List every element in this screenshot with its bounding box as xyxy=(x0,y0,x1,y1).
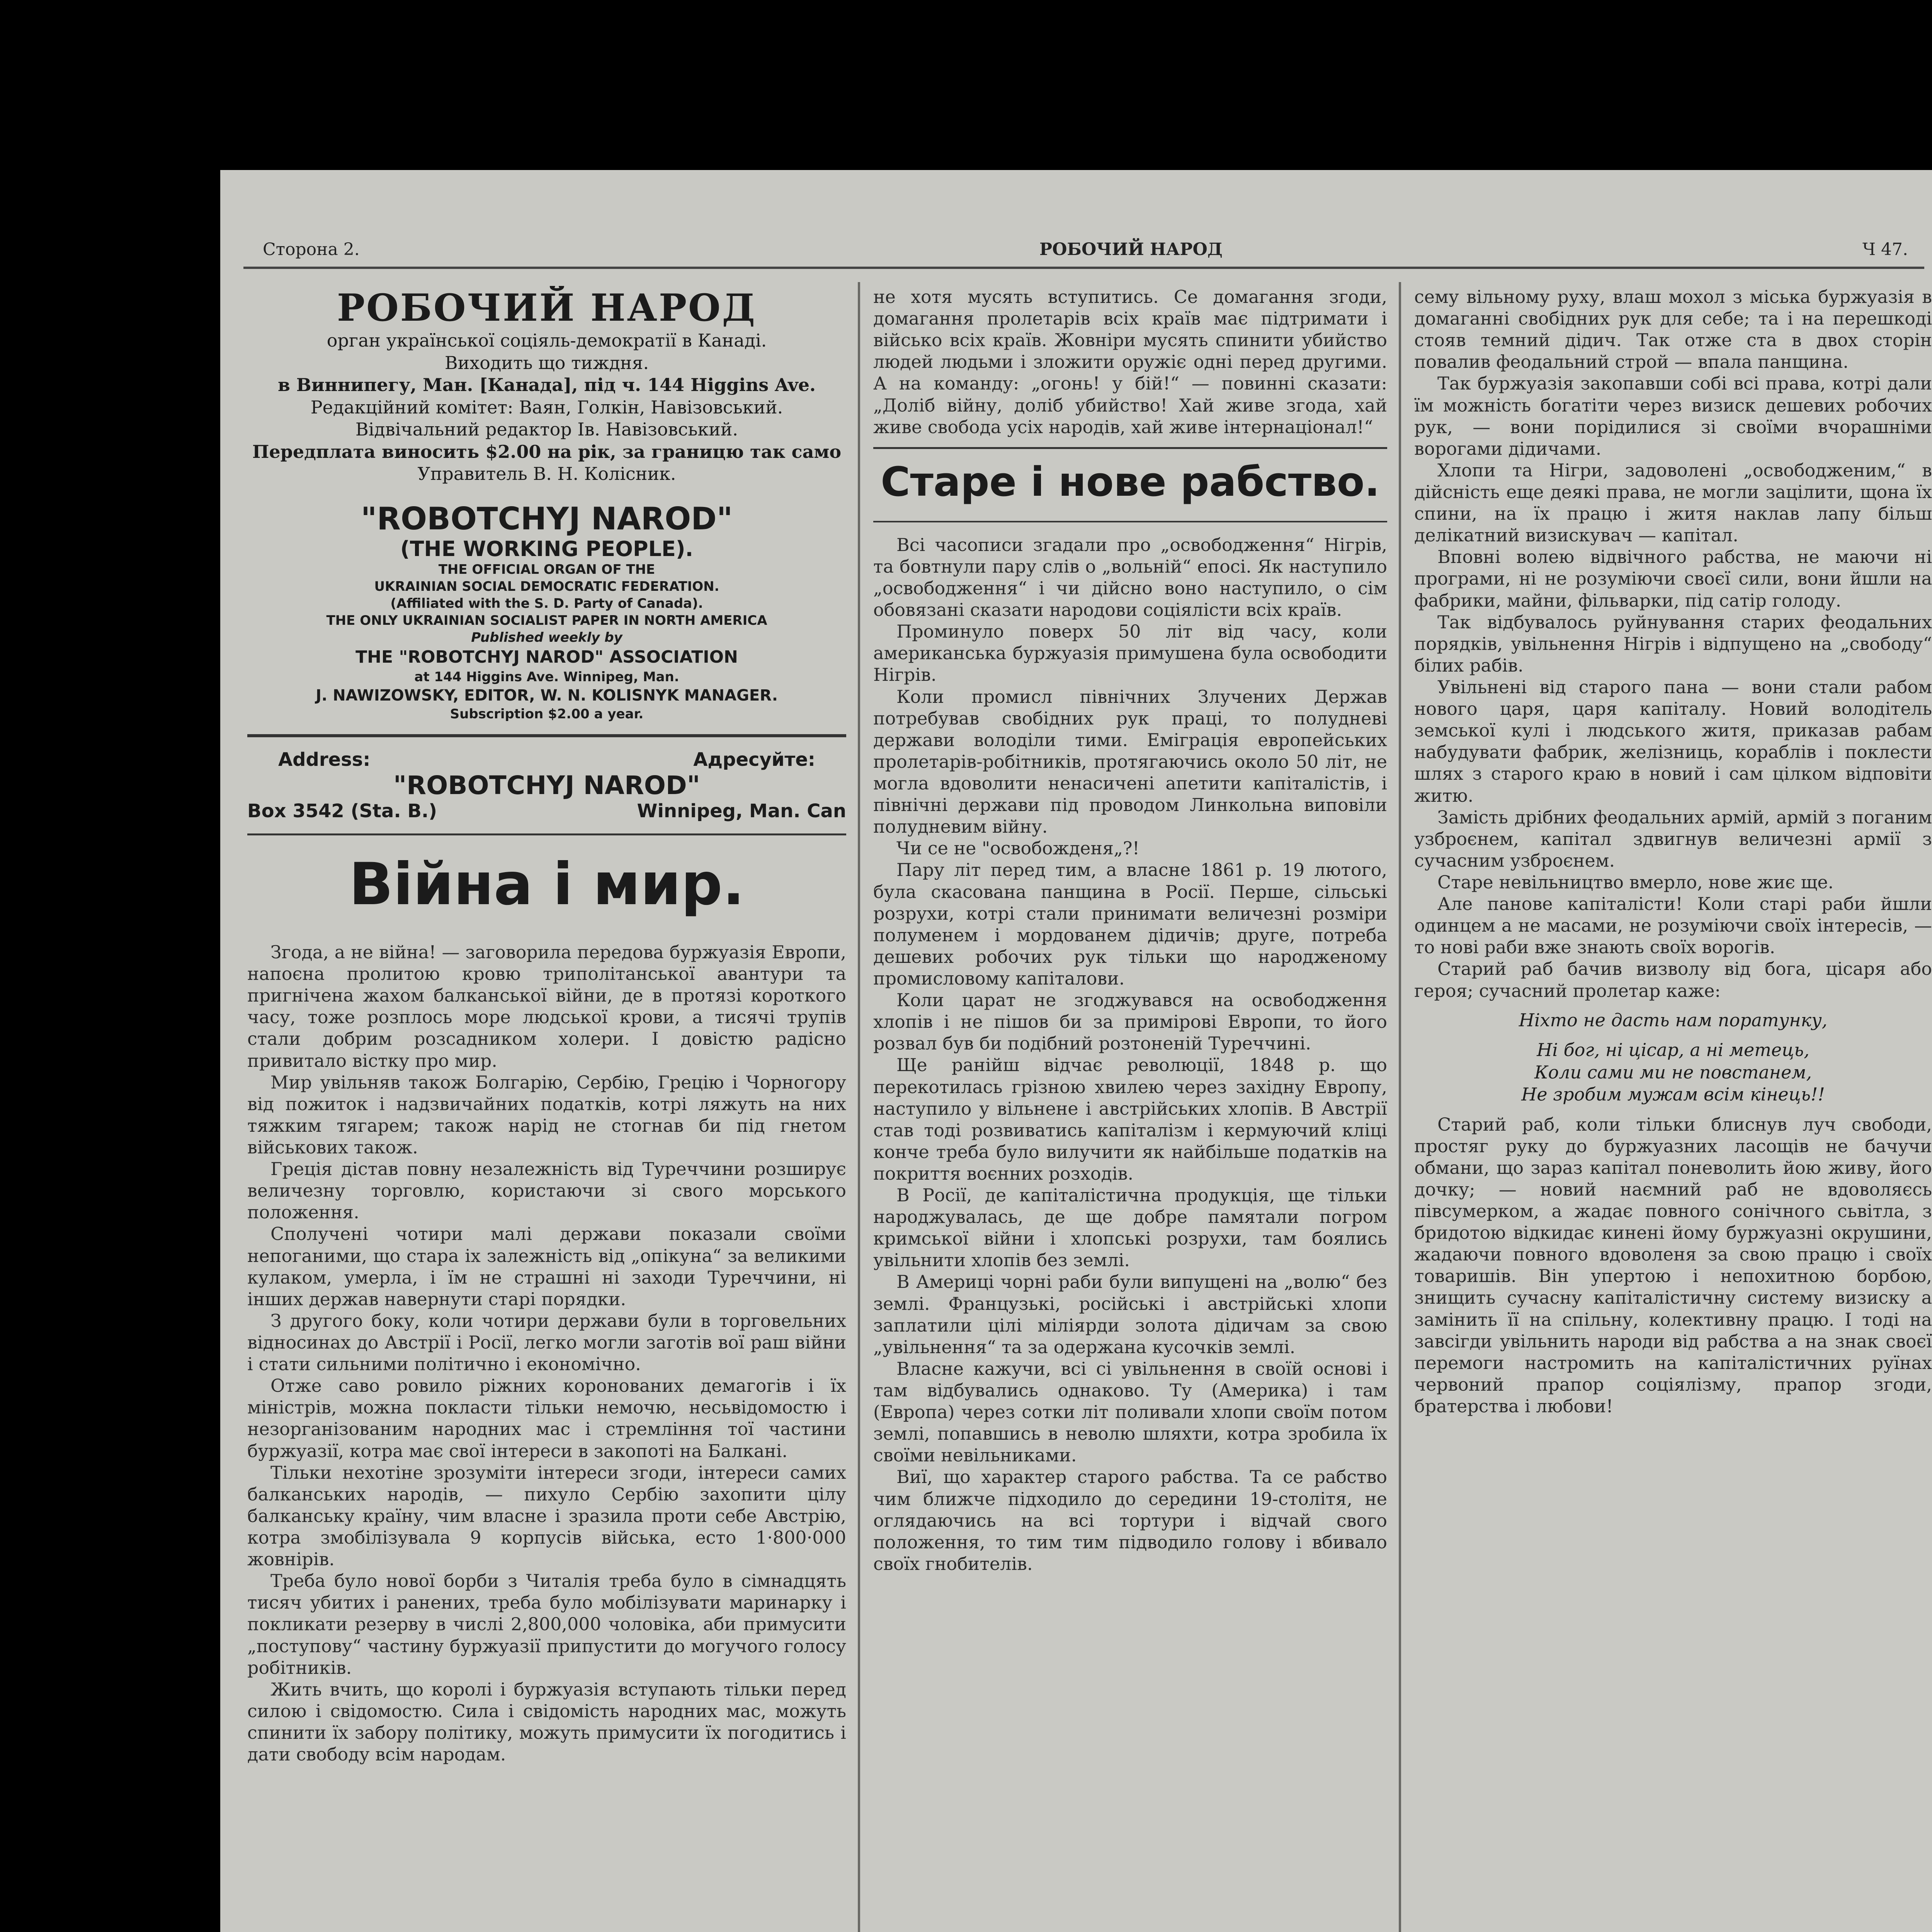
english-line: J. NAWIZOWSKY, EDITOR, W. N. KOLISNYK MANAGER. xyxy=(316,686,778,704)
masthead-line: орган української соціяль-демократії в Канаді. xyxy=(327,330,767,351)
address-city: Winnipeg, Man. Can xyxy=(637,800,846,822)
article-paragraph: Чи се не "освобожденя„?! xyxy=(896,838,1140,859)
address-rule xyxy=(247,833,846,835)
article-paragraph: Вповні волею відвічного рабства, не маючи ні програми, ні не розуміючи своєї сили, вони йшли на фабрики, майни, фільварки, під сатір голоду. xyxy=(1414,546,1932,611)
article-paragraph: Ще ранійш відчає революції, 1848 р. що перекотилась грізною хвилею через західну Европу, наступило у вільнене і австрійських хлопів. В Австрії став тоді розвиватись капіталізм і кермуючий кліці конче треба було вилучити як найбільше податків на покриття воєнних розходів. xyxy=(873,1054,1387,1184)
article-paragraph: Замість дрібних феодальних армій, армій з поганим узброєнем, капітал здвигнув величезні армії з сучасним узброєнем. xyxy=(1414,806,1932,871)
column-separator xyxy=(858,282,860,1932)
english-line: THE OFFICIAL ORGAN OF THE xyxy=(438,561,655,577)
column-3 xyxy=(1414,286,1932,1932)
english-line: Published weekly by xyxy=(471,630,622,646)
poem-line: Ні бог, ні цісар, а ні метець, xyxy=(1537,1039,1810,1061)
address-label-ua: Адресуйте: xyxy=(693,749,815,770)
english-line: UKRAINIAN SOCIAL DEMOCRATIC FEDERATION. xyxy=(374,578,719,594)
address-labels xyxy=(247,749,846,770)
english-line: (Affiliated with the S. D. Party of Canada). xyxy=(390,595,703,611)
article-paragraph: Так відбувалось руйнування старих феодальних порядків, увільнення Нігрів і відпущено на „свободу“ білих рабів. xyxy=(1414,611,1932,676)
article-paragraph: Старий раб, коли тільки блиснув луч свободи, простяг руку до буржуазних ласощів не бачучи обмани, що зараз капітал поневолить йою живу, його дочку; — новий наємний раб не вдоволяєсь півсумерком, а жадає повного сонічного сьвітла, з бридотою відкидає кинені йому буржуазні окрушини, жадаючи повного вдоволеня за свою працю і своїх товаришів. Він упертою і непохитною борбою, знищить сучасну капіталістичну систему визиску а замінить її на спільну, колективну працю. І тоді на завсігди увільнить народи від рабства а на знак своєї перемоги настромить на капіталістичних руїнах червоний прапор соціялізму, прапор згоди, братерства і любови! xyxy=(1414,1114,1932,1417)
article-paragraph: Коли промисл північних Злучених Держав потребував свобідних рук праці, то полудневі держави володіли тими. Еміграція европейських пролетарів-робітників, протягаючись около 50 літ, не могла вдоволити ненасичені апетити капіталістів, і північні держави під проводом Линкольна виповіли полудневим війну. xyxy=(873,686,1387,837)
article-paragraph: З другого боку, коли чотири держави були в торговельних відносинах до Австрії і Росії, легко могли заготів вої раш війни і стати сильними політично і економічно. xyxy=(247,1310,846,1375)
article-paragraph: Хлопи та Нігри, задоволені „освободженим,“ в дійсність еще деякі права, не могли зацілити, щона їх спини, на їх працю і житя наклав лапу більш делікатний визискувач — капітал. xyxy=(1414,459,1932,546)
article-paragraph: Увільнені від старого пана — вони стали рабом нового царя, царя капіталу. Новий володітель земської кулі і людського житя, приказав рабам набудувати фабрик, желізниць, кораблів і поклести шлях з старого краю в новий і сам цілком відповіти житю. xyxy=(1414,676,1932,806)
article-paragraph: Треба було нової борби з Читалія треба було в сімнадцять тисяч убитих і ранених, треба було мобілізувати маринарку і покликати резерву в числі 2,800,000 чоловіка, аби примусити „поступову“ частину буржуазії припустити до могучого голосу робітників. xyxy=(247,1570,846,1678)
article-rule xyxy=(873,447,1387,449)
article-paragraph: Греція дістав повну незалежність від Туреччини розширує величезну торговлю, користаючи зі свого морського положення. xyxy=(247,1158,846,1223)
running-title: РОБОЧИЙ НАРОД xyxy=(1039,240,1223,259)
english-line: THE ONLY UKRAINIAN SOCIALIST PAPER IN NORTH AMERICA xyxy=(326,613,767,629)
page-label: Сторона 2. xyxy=(263,240,360,259)
english-title: "ROBOTCHYJ NAROD" xyxy=(361,500,733,537)
article-paragraph: сему вільному руху, влаш мохол з міська буржуазія в домаганні свобідних рук для себе; та і на перешкоді стояв темний дідич. Так отже ста в двох сторін повалив феодальний строй — впала панщина. xyxy=(1414,286,1932,372)
article-paragraph: Так буржуазія закопавши собі всі права, котрі дали їм можність богатіти через визиск дешевих робочих рук, — вони порідилися зі своїми вчорашніми ворогами дідичами. xyxy=(1414,373,1932,459)
article-paragraph: Мир увільняв також Болгарію, Сербію, Грецію і Чорногору від пожиток і надзвичайних податків, котрі ляжуть на них тяжким тягарем; також нарід не стогнав би під гнетом військових також. xyxy=(247,1071,846,1158)
masthead-title: РОБОЧИЙ НАРОД xyxy=(337,286,757,330)
column-separator xyxy=(1399,282,1401,1932)
article-paragraph: Старий раб бачив визволу від бога, цісаря або героя; сучасний пролетар каже: xyxy=(1414,958,1932,1001)
poem-line: Не зробим мужам всім кінець!! xyxy=(1521,1084,1825,1105)
masthead-rule xyxy=(247,734,846,737)
continued-paragraph: не хотя мусять вступитись. Се домагання згоди, домагання пролетарів всіх країв має підтримати і військо всіх країв. Жовніри мусять спинити убийство людей людьми і зложити оружіє одні перед другими. А на команду: „огонь! у бій!“ — повинні сказати: „Доліб війну, доліб убийство! Хай живе згода, хай живе свобода усіх народів, хай живе інтернаціонал!“ xyxy=(873,286,1387,437)
column-1 xyxy=(247,286,846,1932)
article-paragraph: Проминуло поверх 50 літ від часу, коли американська буржуазія примушена була освободити Нігрів. xyxy=(873,621,1387,685)
english-subtitle: (THE WORKING PEOPLE). xyxy=(400,536,694,561)
article-paragraph: Жить вчить, що королі і буржуазія вступають тільки перед силою і свідомостю. Сила і свідомість народних мас, можуть спинити їх забору політику, можуть примусити їх погодитись і дати свободу всім народам. xyxy=(247,1679,846,1765)
newspaper-page xyxy=(220,170,1932,1932)
address-box-line xyxy=(247,800,846,822)
article-paragraph: Старе невільництво вмерло, нове жиє ще. xyxy=(1437,871,1834,893)
address-label: Address: xyxy=(278,749,371,770)
poem-line: Коли сами ми не повстанем, xyxy=(1534,1061,1812,1083)
article-headline: Війна і мир. xyxy=(349,851,745,918)
article-paragraph: Сполучені чотири малі держави показали своїми непоганими, що стара іх залежність від „опікуна“ за великими кулаком, умерла, і їм не страшні ні заходи Туреччини, ні інших держав навернути старі порядки. xyxy=(247,1223,846,1310)
article-paragraph: Тільки нехотіне зрозуміти інтереси згоди, інтереси самих балканських народів, — пихуло Сербію захопити цілу балканську країну, чим власне і зразила проти себе Австрію, котра змобілізувала 9 корпусів війська, есто 1·800·000 жовнірів. xyxy=(247,1462,846,1570)
article-headline: Старе і нове рабство. xyxy=(881,458,1380,505)
article-paragraph: Пару літ перед тим, а власне 1861 р. 19 лютого, була скасована панщина в Росії. Перше, сільські розрухи, котрі стали принимати величезні розміри полуменем і мордованем дідичів; друге, потреба дешевих робочих рук тільки що народженому промисловому капіталови. xyxy=(873,859,1387,989)
masthead-line: Редакційний комітет: Ваян, Голкін, Навізовський. xyxy=(310,396,783,418)
issue-number: Ч 47. xyxy=(1862,240,1908,259)
article-paragraph: Отже саво ровило ріжних коронованих демагогів і їх міністрів, можна покласти тільки немочю, несьвідомостю і незорганізованим народних мас і стремління тої частини буржуазії, котра має свої інтереси в закопоті на Балкані. xyxy=(247,1375,846,1461)
masthead-line: Виходить що тиждня. xyxy=(444,352,649,373)
article-paragraph: Виї, що характер старого рабства. Та се рабство чим ближче підходило до середини 19-столітя, не оглядаючись на всі тортури і відчай свого положення, то тим тим підводило голову і вбивало своїх гнобителів. xyxy=(873,1466,1387,1574)
article-paragraph: В Америці чорні раби були випущені на „волю“ без землі. Французькі, російські і австрійські хлопи заплатили цілі міліярди золота дідичам за свою „увільнення“ та за одержана кусочків землі. xyxy=(873,1271,1387,1357)
masthead-line: в Виннипегу, Ман. [Канада], під ч. 144 Higgins Ave. xyxy=(277,374,816,395)
column-2 xyxy=(873,286,1387,1932)
masthead-line: Передплата виносить $2.00 на рік, за границю так само xyxy=(252,441,842,462)
address-box: Box 3542 (Sta. B.) xyxy=(247,800,437,822)
address-name: "ROBOTCHYJ NAROD" xyxy=(393,770,701,800)
article-paragraph: Всі часописи згадали про „освободження“ Нігрів, та бовтнули пару слів о „вольній“ епосі. Як наступило „освободження“ і чи дійсно воно наступило, о сім обовязані сказати народови соціялісти всіх країв. xyxy=(873,534,1387,621)
article-paragraph: Згода, а не війна! — заговорила передова буржуазія Европи, напоєна пролитою кровю триполітанської авантури та пригнічена жахом балканської війни, де в протязі короткого часу, тоже розплось море людської крови, а тисячі трупів стали добрим розсадником холери. І довістю радісно привитало вістку про мир. xyxy=(247,942,846,1071)
english-line: Subscription $2.00 a year. xyxy=(450,706,644,722)
poem-line: Ніхто не дасть нам поратунку, xyxy=(1519,1009,1828,1031)
article-paragraph: Коли царат не згоджувався на освободження хлопів і не пішов би за примірові Европи, то його розвал був би подібний розтоненій Туреччині. xyxy=(873,990,1387,1054)
english-line: THE "ROBOTCHYJ NAROD" ASSOCIATION xyxy=(355,647,738,667)
header-rule xyxy=(243,267,1924,269)
english-line: at 144 Higgins Ave. Winnipeg, Man. xyxy=(414,669,679,685)
article-paragraph: Власне кажучи, всі сі увільнення в своїй основі і там відбувались однаково. Ту (Америка) і там (Европа) через сотки літ поливали хлопи своїм потом землі, попавшись в неволю шляхти, котра зробила їх своїми невільниками. xyxy=(873,1358,1387,1466)
article-paragraph: Але панове капіталісти! Коли старі раби йшли одинцем а не масами, не розуміючи своїх інтересів, — то нові раби вже знають своїх ворогів. xyxy=(1414,893,1932,958)
article-paragraph: В Росії, де капіталістична продукція, ще тільки народжувалась, де ще добре памятали погром кримської війни і хлопські розрухи, там боялись увільнити хлопів без землі. xyxy=(873,1185,1387,1271)
masthead-line: Управитель В. Н. Колісник. xyxy=(417,463,676,484)
masthead-line: Відвічальний редактор Ів. Навізовський. xyxy=(355,419,738,440)
headline-rule xyxy=(873,521,1387,522)
